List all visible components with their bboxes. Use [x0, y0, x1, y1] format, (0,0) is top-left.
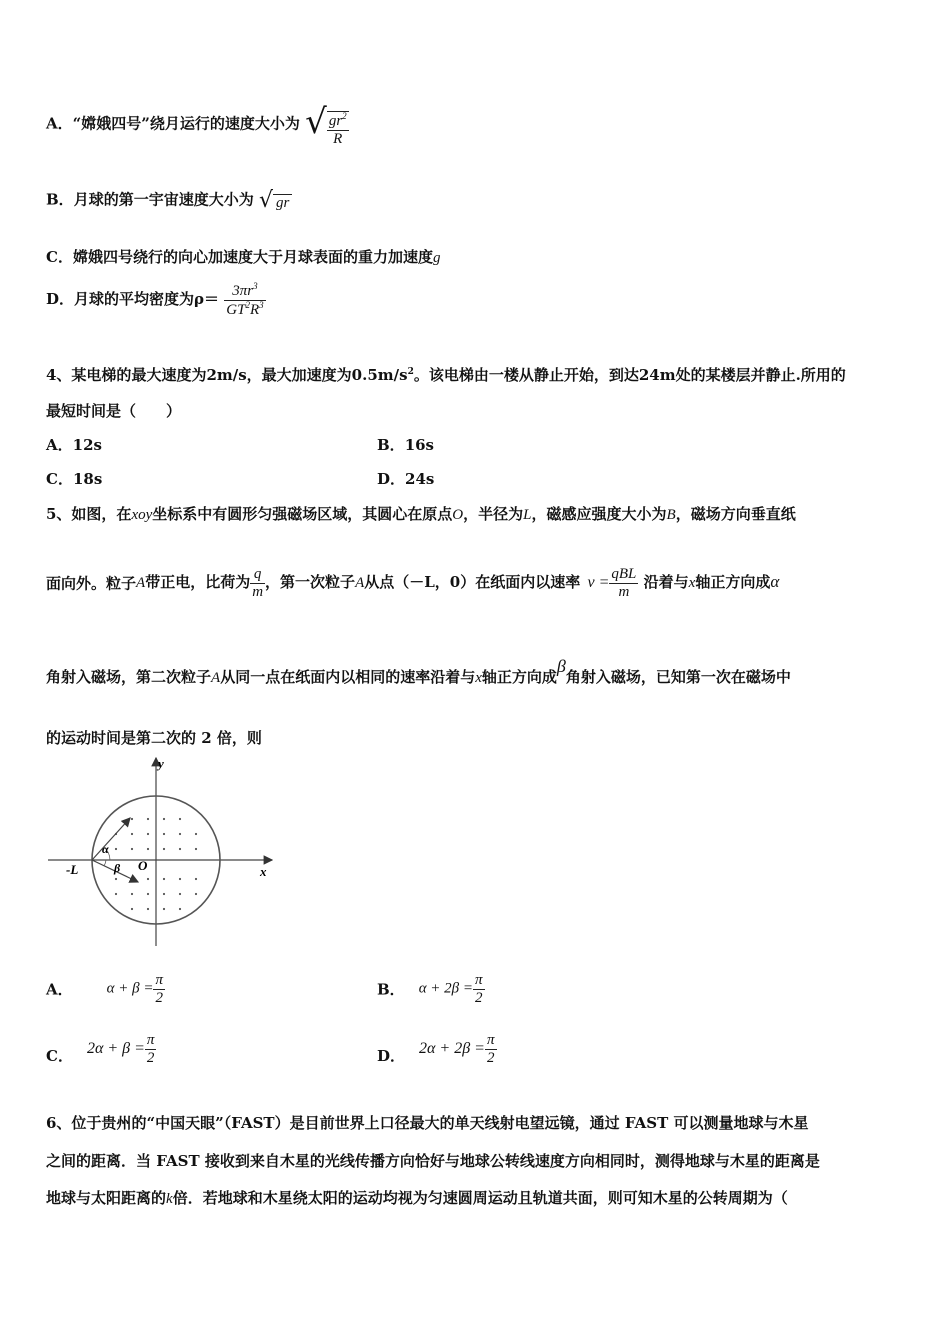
field-dot	[115, 893, 117, 895]
q4-option-a: A．12s	[46, 436, 102, 454]
field-dot	[195, 878, 197, 880]
field-dot	[179, 878, 181, 880]
field-dot	[163, 893, 165, 895]
field-dot	[163, 818, 165, 820]
magnetic-field-figure	[44, 752, 280, 948]
field-dot	[195, 893, 197, 895]
q5-option-b: B． α + 2β = $\frac{\pi}{2}$	[377, 972, 483, 1006]
field-dot	[147, 818, 149, 820]
density-fraction: $\frac{3\pi r^3}{GT^2R^3}$	[226, 281, 264, 318]
field-dot	[195, 848, 197, 850]
origin-label: O	[138, 858, 148, 873]
q5-option-c: C． 2α + β = $\frac{\pi}{2}$	[46, 1032, 155, 1066]
alpha-direction-arrow	[92, 818, 130, 860]
q6-stem-line2: 之间的距离．当 FAST 接收到来自木星的光线传播方向恰好与地球公转线速度方向相同时，测得地球与木星的距离是	[46, 1152, 820, 1170]
field-dot	[131, 818, 133, 820]
q4-option-d: D．24s	[377, 470, 435, 488]
field-dot	[179, 848, 181, 850]
q5-option-a: A． α + β = $\frac{\pi}{2}$	[46, 972, 163, 1006]
field-dot	[115, 878, 117, 880]
q3-option-a: A．“嫦娥四号”绕月运行的速度大小为 √ $\frac{gr^2}{R}$	[46, 102, 347, 147]
q6-stem-line1: 6、位于贵州的“中国天眼”（FAST）是目前世界上口径最大的单天线射电望远镜，通过 FAST 可以测量地球与木星	[46, 1114, 809, 1132]
field-dot	[147, 893, 149, 895]
field-dot	[147, 878, 149, 880]
field-dot	[131, 848, 133, 850]
q4-option-c: C．18s	[46, 470, 103, 488]
q5-option-d: D． 2α + 2β = $\frac{\pi}{2}$	[377, 1032, 495, 1066]
q4-option-b: B．16s	[377, 436, 435, 454]
q5-stem-line3: 角射入磁场，第二次粒子A从同一点在纸面内以相同的速率沿着与x轴正方向成β角射入磁场，已知第一次在磁场中	[46, 656, 791, 686]
field-dot	[131, 908, 133, 910]
field-dot	[147, 848, 149, 850]
q3-option-c: C．嫦娥四号绕行的向心加速度大于月球表面的重力加速度g	[46, 248, 441, 266]
q4-stem-line1: 4、某电梯的最大速度为2m/s，最大加速度为$0.5m/s^2$。该电梯由一楼从静止开始，到达24m处的某楼层并静止.所用的	[46, 366, 846, 384]
field-dot	[195, 833, 197, 835]
field-dot	[131, 893, 133, 895]
q3-option-b: B．月球的第一宇宙速度大小为 √ gr	[46, 188, 292, 213]
y-label: y	[158, 756, 164, 771]
field-dot	[163, 908, 165, 910]
field-dot	[163, 833, 165, 835]
sqrt-expression: √ gr	[259, 188, 292, 213]
velocity-fraction: $\frac{\text{qBL}}{m}$	[611, 566, 637, 600]
q5-stem-line2: 面向外。粒子A带正电，比荷为 $\frac{q}{m}$ ，第一次粒子A从点（－L，0）在纸面内以速率 v = $\frac{\text{qBL}}{m}$ 沿着与x轴正方向成α	[46, 566, 780, 600]
field-dot	[115, 848, 117, 850]
neg-l-label: -L	[66, 862, 79, 877]
q5-stem-line4: 的运动时间是第二次的 2 倍，则	[46, 729, 262, 747]
charge-mass-ratio: $\frac{q}{m}$	[252, 566, 264, 600]
q5-stem-line1: 5、如图，在xoy坐标系中有圆形匀强磁场区域，其圆心在原点O，半径为L，磁感应强度大小为B，磁场方向垂直纸	[46, 505, 796, 523]
q6-stem-line3: 地球与太阳距离的k倍．若地球和木星绕太阳的运动均视为匀速圆周运动且轨道共面，则可知木星的公转周期为（	[46, 1189, 788, 1207]
q3-option-d: D．月球的平均密度为ρ＝ $\frac{3\pi r^3}{GT^2R^3}$	[46, 281, 264, 318]
beta-label: β	[114, 861, 121, 875]
field-dot	[179, 818, 181, 820]
field-dot	[179, 908, 181, 910]
field-dot	[147, 833, 149, 835]
q4-stem-line2: 最短时间是（ ）	[46, 402, 182, 420]
alpha-label: α	[102, 842, 109, 856]
field-dot	[163, 878, 165, 880]
field-dot	[131, 833, 133, 835]
field-dot	[179, 833, 181, 835]
sqrt-expression: √ $\frac{gr^2}{R}$	[305, 102, 347, 147]
field-dot	[179, 893, 181, 895]
field-dot	[147, 908, 149, 910]
x-label: x	[260, 864, 267, 879]
field-dot	[163, 848, 165, 850]
